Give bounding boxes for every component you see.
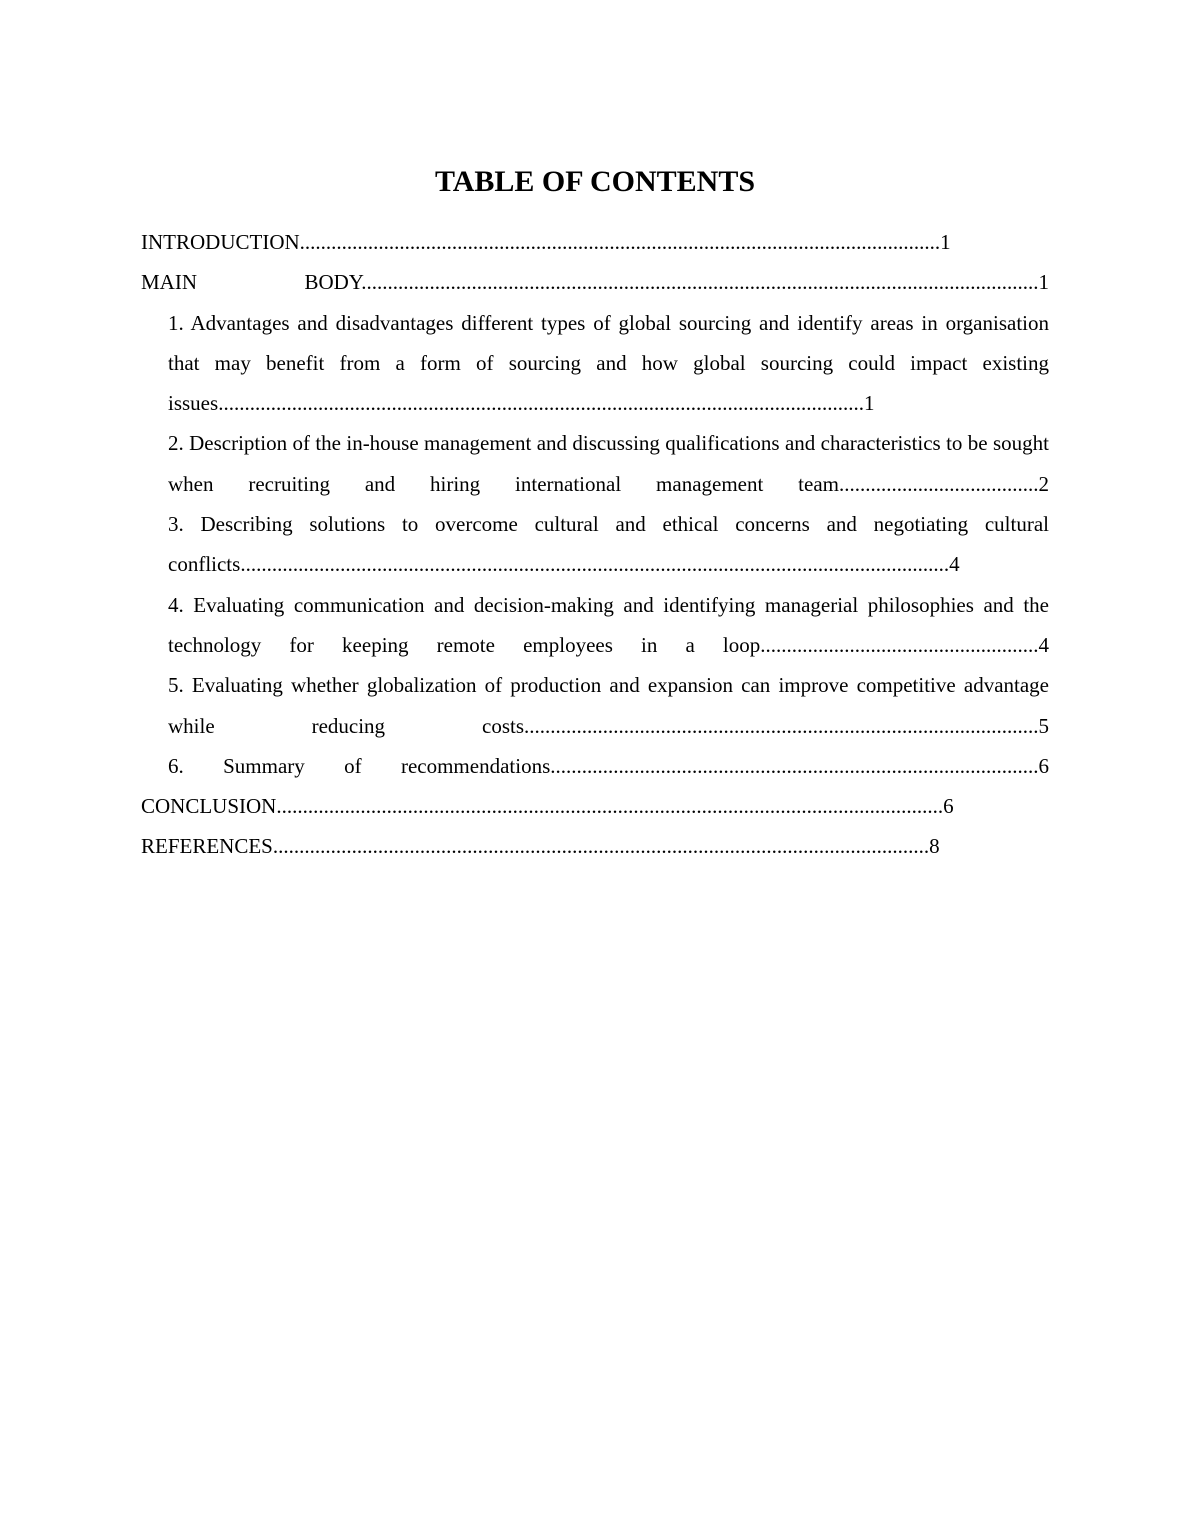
toc-leader-dots: ........................................................................................................................... [218,391,864,416]
toc-entry-section-5[interactable] [168,665,1049,746]
toc-entry-text: 6. Summary of recommendations [168,753,551,778]
toc-leader-dots: ................................................................................................................................. [361,270,1039,295]
toc-entry-references[interactable] [141,826,1049,866]
toc-entry-text: 2. Description of the in-house management and discussing qualifications and characteristics to be sought when recruiting and hiring international management team [168,431,1049,496]
toc-leader-dots: .......................................................................................................................... [299,230,941,254]
toc-leader-dots: .................................................................................................. [524,713,1039,738]
toc-entry-text: 5. Evaluating whether globalization of production and expansion can improve competitive advantage while reducing costs [168,673,1049,738]
toc-entry-section-4[interactable] [168,585,1049,666]
toc-leader-dots: ..................................................... [760,632,1039,657]
toc-page-number: 1 [940,230,951,254]
toc-leader-dots: ....................................................................................................................................... [240,552,950,577]
toc-page-number: 5 [1038,713,1049,738]
toc-page-number: 1 [863,391,875,416]
toc-leader-dots: ...................................... [839,471,1039,496]
toc-entry-conclusion[interactable] [141,786,1049,826]
toc-entry-text: 4. Evaluating communication and decision-making and identifying managerial philosophies and the technology for keeping remote employees in a loop [168,592,1049,657]
toc-entry-text: MAIN BODY [141,270,362,295]
toc-page-number: 2 [1038,471,1049,496]
toc-entry-section-2[interactable] [168,423,1049,504]
table-of-contents [141,222,1049,867]
toc-page-number: 6 [943,794,954,819]
toc-entry-section-1[interactable] [168,303,1049,424]
toc-page-number: 8 [929,834,940,859]
toc-page-number: 6 [1038,753,1049,778]
toc-entry-introduction[interactable] [141,222,1049,262]
page-title: TABLE OF CONTENTS [434,165,756,198]
toc-leader-dots: ............................................................................................................................... [276,794,944,819]
toc-page-number: 4 [1038,632,1049,657]
toc-entry-text: CONCLUSION [141,794,277,819]
toc-leader-dots: ............................................................................................. [550,753,1039,778]
toc-page-number: 1 [1038,270,1049,295]
toc-entry-section-3[interactable] [168,504,1049,585]
toc-entry-main-body[interactable] [141,262,1049,302]
toc-page-number: 4 [949,552,960,577]
toc-entry-text: INTRODUCTION [141,230,300,254]
toc-entry-text: REFERENCES [141,834,273,859]
toc-leader-dots: ............................................................................................................................. [272,834,930,859]
toc-entry-text: 1. Advantages and disadvantages different types of global sourcing and identify areas in organisation that may benefit from a form of sourcing and how global sourcing could impact existing issues [168,310,1049,416]
toc-entry-text: 3. Describing solutions to overcome cultural and ethical concerns and negotiating cultural conflicts [168,512,1049,577]
toc-entry-section-6[interactable] [168,746,1049,786]
